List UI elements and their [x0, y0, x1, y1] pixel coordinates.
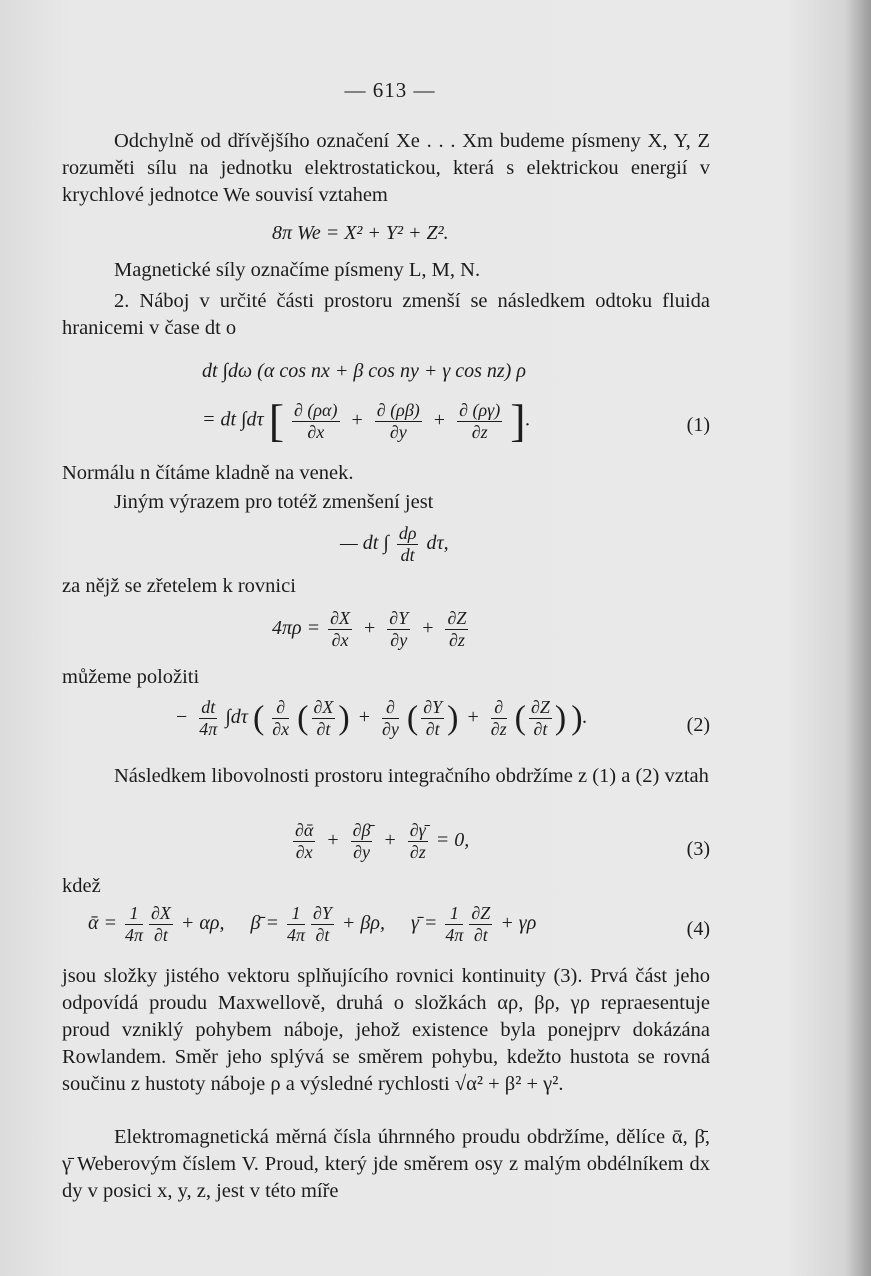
eq2-ddy [382, 697, 399, 740]
eq4-b-coef [287, 903, 305, 946]
paragraph-5 [62, 489, 710, 516]
paren: ( [406, 699, 419, 737]
equation-2 [172, 697, 588, 740]
eq2-dXdt [312, 697, 336, 740]
eq4-X-num: ∂X [151, 903, 171, 923]
paren: ) [338, 699, 350, 737]
eq1-term-2 [375, 400, 422, 443]
eq4-dt-b: ∂t [315, 925, 330, 945]
eq2-dZdt [529, 697, 552, 740]
eq3-c-num: ∂γ̄ [409, 820, 426, 840]
eq4-dt-c: ∂t [473, 925, 488, 945]
paren: ( [297, 699, 309, 737]
eq2-dt-1: ∂t [316, 719, 331, 739]
eq-poisson-t2 [387, 608, 410, 651]
eq2-dt-2: ∂t [425, 719, 440, 739]
eq3-a-num: ∂ᾱ [295, 820, 314, 840]
eq4-a-coef [125, 903, 143, 946]
eq2-ddx [272, 697, 289, 740]
period: . [582, 706, 588, 729]
paragraph-3 [62, 288, 710, 342]
eq-poisson-t2-den: ∂y [390, 630, 408, 650]
paragraph-8-text: Následkem libovolnosti prostoru integračního obdržíme z (1) a (2) vztah [114, 765, 709, 787]
eq2-dy: ∂y [382, 719, 399, 739]
eq4-gamma: γ̄ = [410, 912, 438, 935]
equation-3-number: (3) [686, 838, 710, 860]
eq2-lead-num: dt [199, 697, 217, 719]
eq4-c-tail: + γρ [500, 912, 537, 935]
eq1-left-bracket: [ [268, 395, 285, 446]
eq1-right-bracket: ] [510, 395, 526, 446]
eq-decrease-num: dρ [398, 523, 417, 543]
eq2-d1: ∂ [272, 697, 289, 719]
eq4-one-a: 1 [125, 903, 143, 925]
eq-poisson-t1-den: ∂x [331, 630, 349, 650]
eq3-c [408, 820, 428, 863]
minus-sign: − [176, 706, 188, 729]
eq2-dYdt [421, 697, 444, 740]
eq2-dt-3: ∂t [533, 719, 548, 739]
eq-poisson-t3-den: ∂z [448, 630, 465, 650]
eq-decrease-prefix: — dt ∫ [340, 532, 389, 555]
paragraph-11-text: Elektromagnetická měrná čísla úhrnného proudu obdržíme, dělíce ᾱ, β̄, γ̄ Weberovým číslem V. Proud, který jde směrem osy z malým obdélníkem dx dy v posici x, y, z, jest v této míře [62, 1126, 710, 1202]
paragraph-3-text: 2. Náboj v určité části prostoru zmenší se následkem odtoku fluida hranicemi v čase dt o [62, 290, 710, 339]
eq1-t1-den: ∂x [307, 421, 325, 442]
paragraph-4 [62, 460, 710, 487]
eq-poisson-t1-num: ∂X [330, 608, 351, 628]
eq-decrease-den: dt [400, 545, 415, 565]
paragraph-6 [62, 573, 710, 600]
paren: ( [514, 699, 526, 737]
equation-poisson [272, 608, 471, 651]
eq4-dt-a: ∂t [154, 925, 168, 945]
eq3-b-num: ∂β̄ [352, 820, 371, 840]
eq2-dx: ∂x [272, 719, 290, 739]
equation-1-line-1: dt ∫dω (α cos nx + β cos ny + γ cos nz) ρ [202, 360, 526, 382]
eq-poisson-t1 [328, 608, 352, 651]
eq2-lead [199, 697, 217, 740]
eq4-b-deriv [311, 903, 334, 946]
equation-4-number: (4) [686, 918, 710, 940]
eq4-4pi-b: 4π [286, 925, 306, 945]
plus-sign: + [327, 829, 339, 852]
eq1-t2-den: ∂y [389, 421, 407, 442]
eq1-t1-num: ∂ (ρα) [294, 399, 338, 420]
eq3-rhs: = 0, [435, 829, 470, 852]
eq2-integral: ∫dτ [225, 706, 248, 729]
eq3-c-den: ∂z [409, 842, 426, 862]
eq3-a-den: ∂x [295, 842, 313, 862]
paren: ) [447, 699, 459, 737]
paragraph-4-text: Normálu n čítáme kladně na venek. [62, 462, 354, 484]
eq1-term-3 [457, 400, 502, 443]
eq4-c-coef [445, 903, 463, 946]
eq2-ddz [491, 697, 507, 740]
paragraph-7 [62, 664, 710, 691]
paragraph-2 [62, 257, 710, 284]
paragraph-1-text: Odchylně od dřívějšího označení Xe . . . Xm budeme písmeny X, Y, Z rozuměti sílu na jednotku elektrostatickou, která s elektrickou energií v krychlové jednotce We souvisí vztahem [62, 130, 710, 206]
eq4-one-c: 1 [445, 903, 463, 925]
eq1-term-1 [292, 400, 339, 443]
equation-1-line-2 [202, 395, 531, 446]
page-number: — 613 — [344, 78, 436, 102]
eq4-alpha: ᾱ = [88, 912, 117, 935]
equation-decrease [340, 523, 449, 566]
plus-sign: + [384, 829, 396, 852]
eq2-d3: ∂ [491, 697, 507, 719]
paragraph-5-text: Jiným výrazem pro totéž zmenšení jest [114, 491, 434, 513]
paragraph-7-text: můžeme položiti [62, 666, 200, 688]
eq4-4pi-a: 4π [125, 925, 144, 945]
paragraph-6-text: za nějž se zřetelem k rovnici [62, 575, 296, 597]
eq1-t2-num: ∂ (ρβ) [376, 399, 420, 420]
equation-2-number: (2) [686, 714, 710, 736]
paragraph-10 [62, 963, 710, 1098]
eq3-b-den: ∂y [353, 842, 370, 862]
eq-poisson-t2-num: ∂Y [389, 608, 409, 628]
paragraph-9-text: kdež [62, 875, 101, 897]
plus-sign: + [358, 706, 370, 729]
eq-decrease-suffix: dτ, [426, 532, 449, 555]
plus-sign: + [422, 617, 434, 640]
eq1-prefix: = dt ∫dτ [202, 408, 264, 431]
equation-3 [290, 820, 469, 863]
period: . [525, 408, 531, 431]
eq4-b-tail: + βρ, [341, 912, 385, 935]
paragraph-8 [62, 763, 710, 790]
paragraph-11 [62, 1124, 710, 1205]
eq3-b [351, 820, 373, 863]
eq2-Z-num: ∂Z [530, 697, 550, 717]
eq-poisson-lhs: 4πρ = [272, 617, 321, 640]
eq2-open-paren: ( [252, 699, 265, 737]
eq2-Y-num: ∂Y [423, 697, 443, 717]
paragraph-1 [62, 128, 710, 209]
eq1-t3-num: ∂ (ργ) [459, 399, 501, 420]
eq4-a-tail: + αρ, [180, 912, 225, 935]
eq2-X-num: ∂X [313, 697, 334, 717]
eq2-lead-den: 4π [199, 719, 218, 739]
eq2-close-paren: ) [571, 699, 583, 737]
eq4-Z-num: ∂Z [471, 903, 491, 923]
eq-decrease-frac [397, 523, 419, 566]
eq-poisson-t3-num: ∂Z [447, 608, 467, 628]
eq2-d2: ∂ [382, 697, 399, 719]
eq4-4pi-c: 4π [445, 925, 464, 945]
eq1-t3-den: ∂z [471, 421, 488, 442]
eq4-beta: β̄ = [250, 912, 279, 935]
paren: ) [554, 699, 567, 737]
equation-4 [88, 903, 536, 946]
eq4-c-deriv [469, 903, 492, 946]
equation-energy: 8π We = X² + Y² + Z². [272, 222, 449, 244]
eq4-Y-num: ∂Y [313, 903, 332, 923]
plus-sign: + [433, 408, 446, 431]
eq4-a-deriv [149, 903, 173, 946]
paragraph-9 [62, 873, 710, 900]
equation-1-number: (1) [686, 414, 710, 436]
plus-sign: + [467, 706, 479, 729]
eq3-a [293, 820, 315, 863]
eq4-one-b: 1 [287, 903, 305, 925]
eq2-dz: ∂z [490, 719, 507, 739]
paragraph-10-text: jsou složky jistého vektoru splňujícího rovnici kontinuity (3). Prvá část jeho odpovídá proudu Maxwellově, druhá o složkách αρ, βρ, γρ repraesentuje proud vzniklý pohybem náboje, jehož existence byla ponejprv dokázána Rowlandem. Směr jeho splývá se směrem pohybu, kdežto hustota se rovná součinu z hustoty náboje ρ a výsledné rychlosti √α² + β² + γ². [62, 965, 710, 1095]
plus-sign: + [351, 408, 363, 431]
eq-poisson-t3 [445, 608, 468, 651]
paragraph-2-text: Magnetické síly označíme písmeny L, M, N. [114, 259, 481, 281]
plus-sign: + [364, 617, 376, 640]
